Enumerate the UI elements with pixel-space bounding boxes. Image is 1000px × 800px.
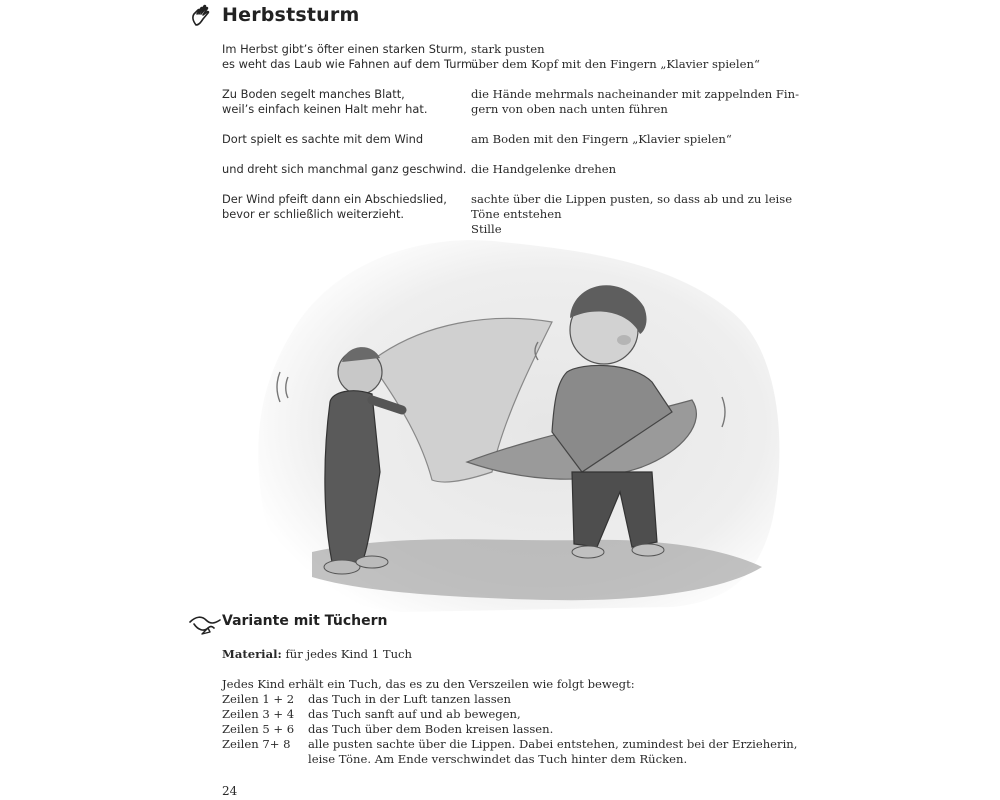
verse-3-action: am Boden mit den Fingern „Klavier spielen“ — [471, 132, 732, 146]
row-label-3: Zeilen 5 + 6 — [222, 722, 295, 736]
verse-3: Dort spielt es sachte mit dem Wind — [222, 132, 424, 146]
row-label-1: Zeilen 1 + 2 — [222, 692, 295, 706]
page-title: Herbststurm — [222, 4, 360, 26]
row-label-2: Zeilen 3 + 4 — [222, 707, 295, 721]
variant-intro: Jedes Kind erhält ein Tuch, das es zu den Verszeilen wie folgt bewegt: — [222, 677, 635, 691]
children-with-cloth-illustration — [252, 222, 792, 622]
row-text-3: das Tuch über dem Boden kreisen lassen. — [308, 722, 554, 736]
material-text: für jedes Kind 1 Tuch — [285, 647, 413, 661]
verse-5: Der Wind pfeift dann ein Abschiedslied, bevor er schließlich weiterzieht. — [222, 192, 447, 221]
row-label-4: Zeilen 7+ 8 — [222, 737, 291, 751]
cloth-icon — [188, 610, 222, 636]
verse-5-action: sachte über die Lippen pusten, so dass ab und zu leise Töne entstehen Stille — [471, 192, 793, 236]
verse-4: und dreht sich manchmal ganz geschwind. — [222, 162, 467, 176]
hand-icon — [190, 3, 218, 29]
verse-1-action: stark pusten über dem Kopf mit den Fingern „Klavier spielen“ — [471, 42, 760, 71]
row-text-1: das Tuch in der Luft tanzen lassen — [308, 692, 511, 706]
page-number: 24 — [222, 784, 238, 798]
verse-2: Zu Boden segelt manches Blatt, weil’s einfach keinen Halt mehr hat. — [222, 87, 428, 116]
verse-2-action: die Hände mehrmals nacheinander mit zappelnden Fin- gern von oben nach unten führen — [471, 87, 800, 116]
verse-4-action: die Handgelenke drehen — [471, 162, 617, 176]
material-label: Material: — [222, 647, 282, 661]
verse-1: Im Herbst gibt’s öfter einen starken Sturm, es weht das Laub wie Fahnen auf dem Turm. — [222, 42, 476, 71]
row-text-2: das Tuch sanft auf und ab bewegen, — [308, 707, 521, 721]
material-line — [222, 647, 412, 662]
variant-title: Variante mit Tüchern — [222, 613, 388, 629]
row-text-4: alle pusten sachte über die Lippen. Dabei entstehen, zumindest bei der Erzieherin, leise Töne. Am Ende verschwindet das Tuch hinter dem Rücken. — [308, 737, 798, 766]
